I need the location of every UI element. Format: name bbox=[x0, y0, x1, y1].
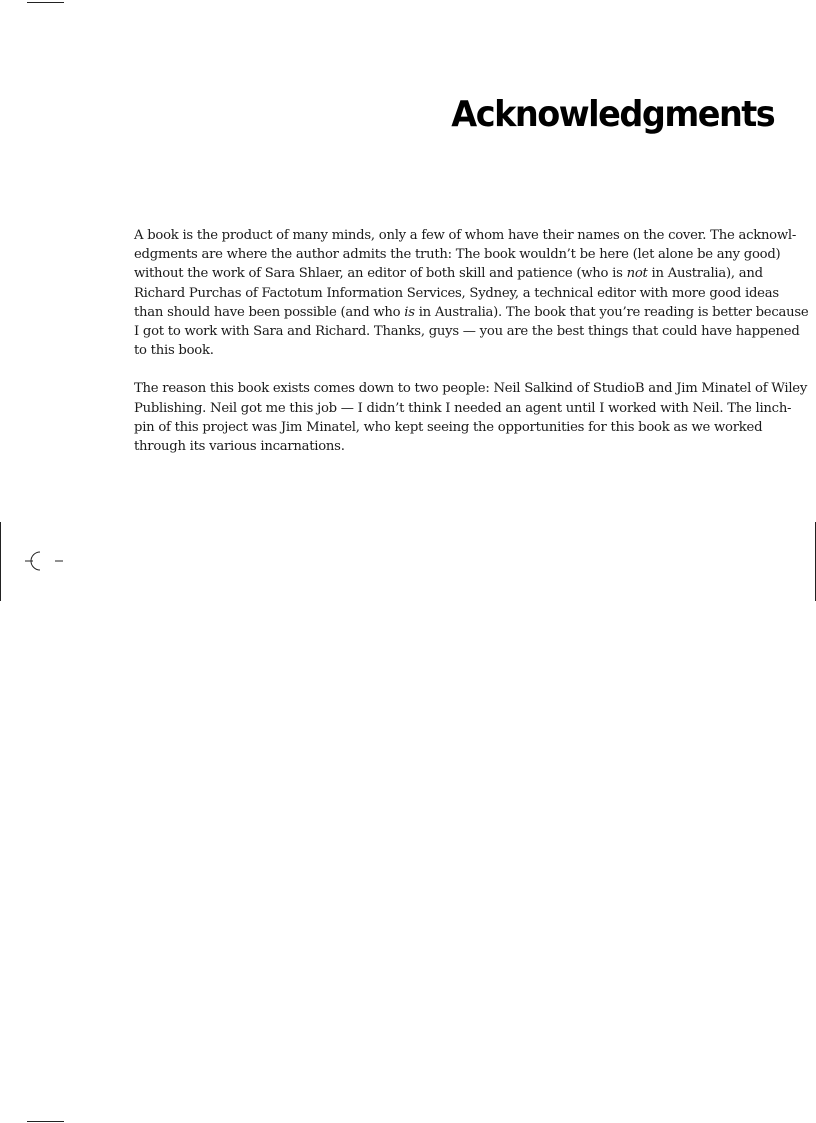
text-run: I got to work with Sara and Richard. Thanks, guys — you are the best things that could have happened bbox=[134, 324, 800, 340]
emphasis: is bbox=[404, 304, 415, 320]
text-run: than should have been possible (and who bbox=[134, 304, 405, 320]
text-line bbox=[134, 399, 792, 418]
text-run: without the work of Sara Shlaer, an editor of both skill and patience (who is bbox=[134, 266, 627, 282]
text-run: edgments are where the author admits the truth: The book wouldn’t be here (let alone be any good) bbox=[134, 247, 781, 263]
text-line bbox=[134, 437, 784, 456]
registration-mark-icon bbox=[22, 549, 66, 573]
crop-mark-top-left bbox=[27, 2, 64, 3]
crop-mark-left-edge bbox=[0, 522, 1, 601]
text-run: through its various incarnations. bbox=[134, 439, 345, 455]
body-text bbox=[134, 226, 809, 475]
text-run: Publishing. Neil got me this job — I didn’t think I needed an agent until I worked with Neil. The linch- bbox=[134, 400, 792, 416]
text-run: in Australia). The book that you’re reading is better because bbox=[414, 304, 809, 320]
paragraph bbox=[134, 226, 809, 360]
crop-mark-bottom-left bbox=[27, 1121, 64, 1122]
text-line bbox=[134, 245, 784, 264]
page-title: Acknowledgments bbox=[451, 94, 774, 135]
text-line bbox=[134, 341, 784, 360]
text-run: to this book. bbox=[134, 343, 214, 359]
text-line bbox=[134, 379, 808, 398]
text-run: Richard Purchas of Factotum Information Services, Sydney, a technical editor with more good ideas bbox=[134, 285, 779, 301]
text-run: pin of this project was Jim Minatel, who kept seeing the opportunities for this book as we worked bbox=[134, 419, 763, 435]
emphasis: not bbox=[626, 266, 648, 282]
text-run: A book is the product of many minds, only a few of whom have their names on the cover. The acknowl- bbox=[134, 228, 797, 243]
text-line bbox=[134, 303, 809, 322]
text-line bbox=[134, 226, 797, 245]
text-run: The reason this book exists comes down to two people: Neil Salkind of StudioB and Jim Minatel of Wiley bbox=[134, 381, 808, 397]
text-line bbox=[134, 322, 800, 341]
text-run: in Australia), and bbox=[647, 266, 763, 282]
paragraph bbox=[134, 379, 808, 456]
text-line bbox=[134, 418, 784, 437]
text-line bbox=[134, 264, 784, 283]
text-line bbox=[134, 284, 784, 303]
